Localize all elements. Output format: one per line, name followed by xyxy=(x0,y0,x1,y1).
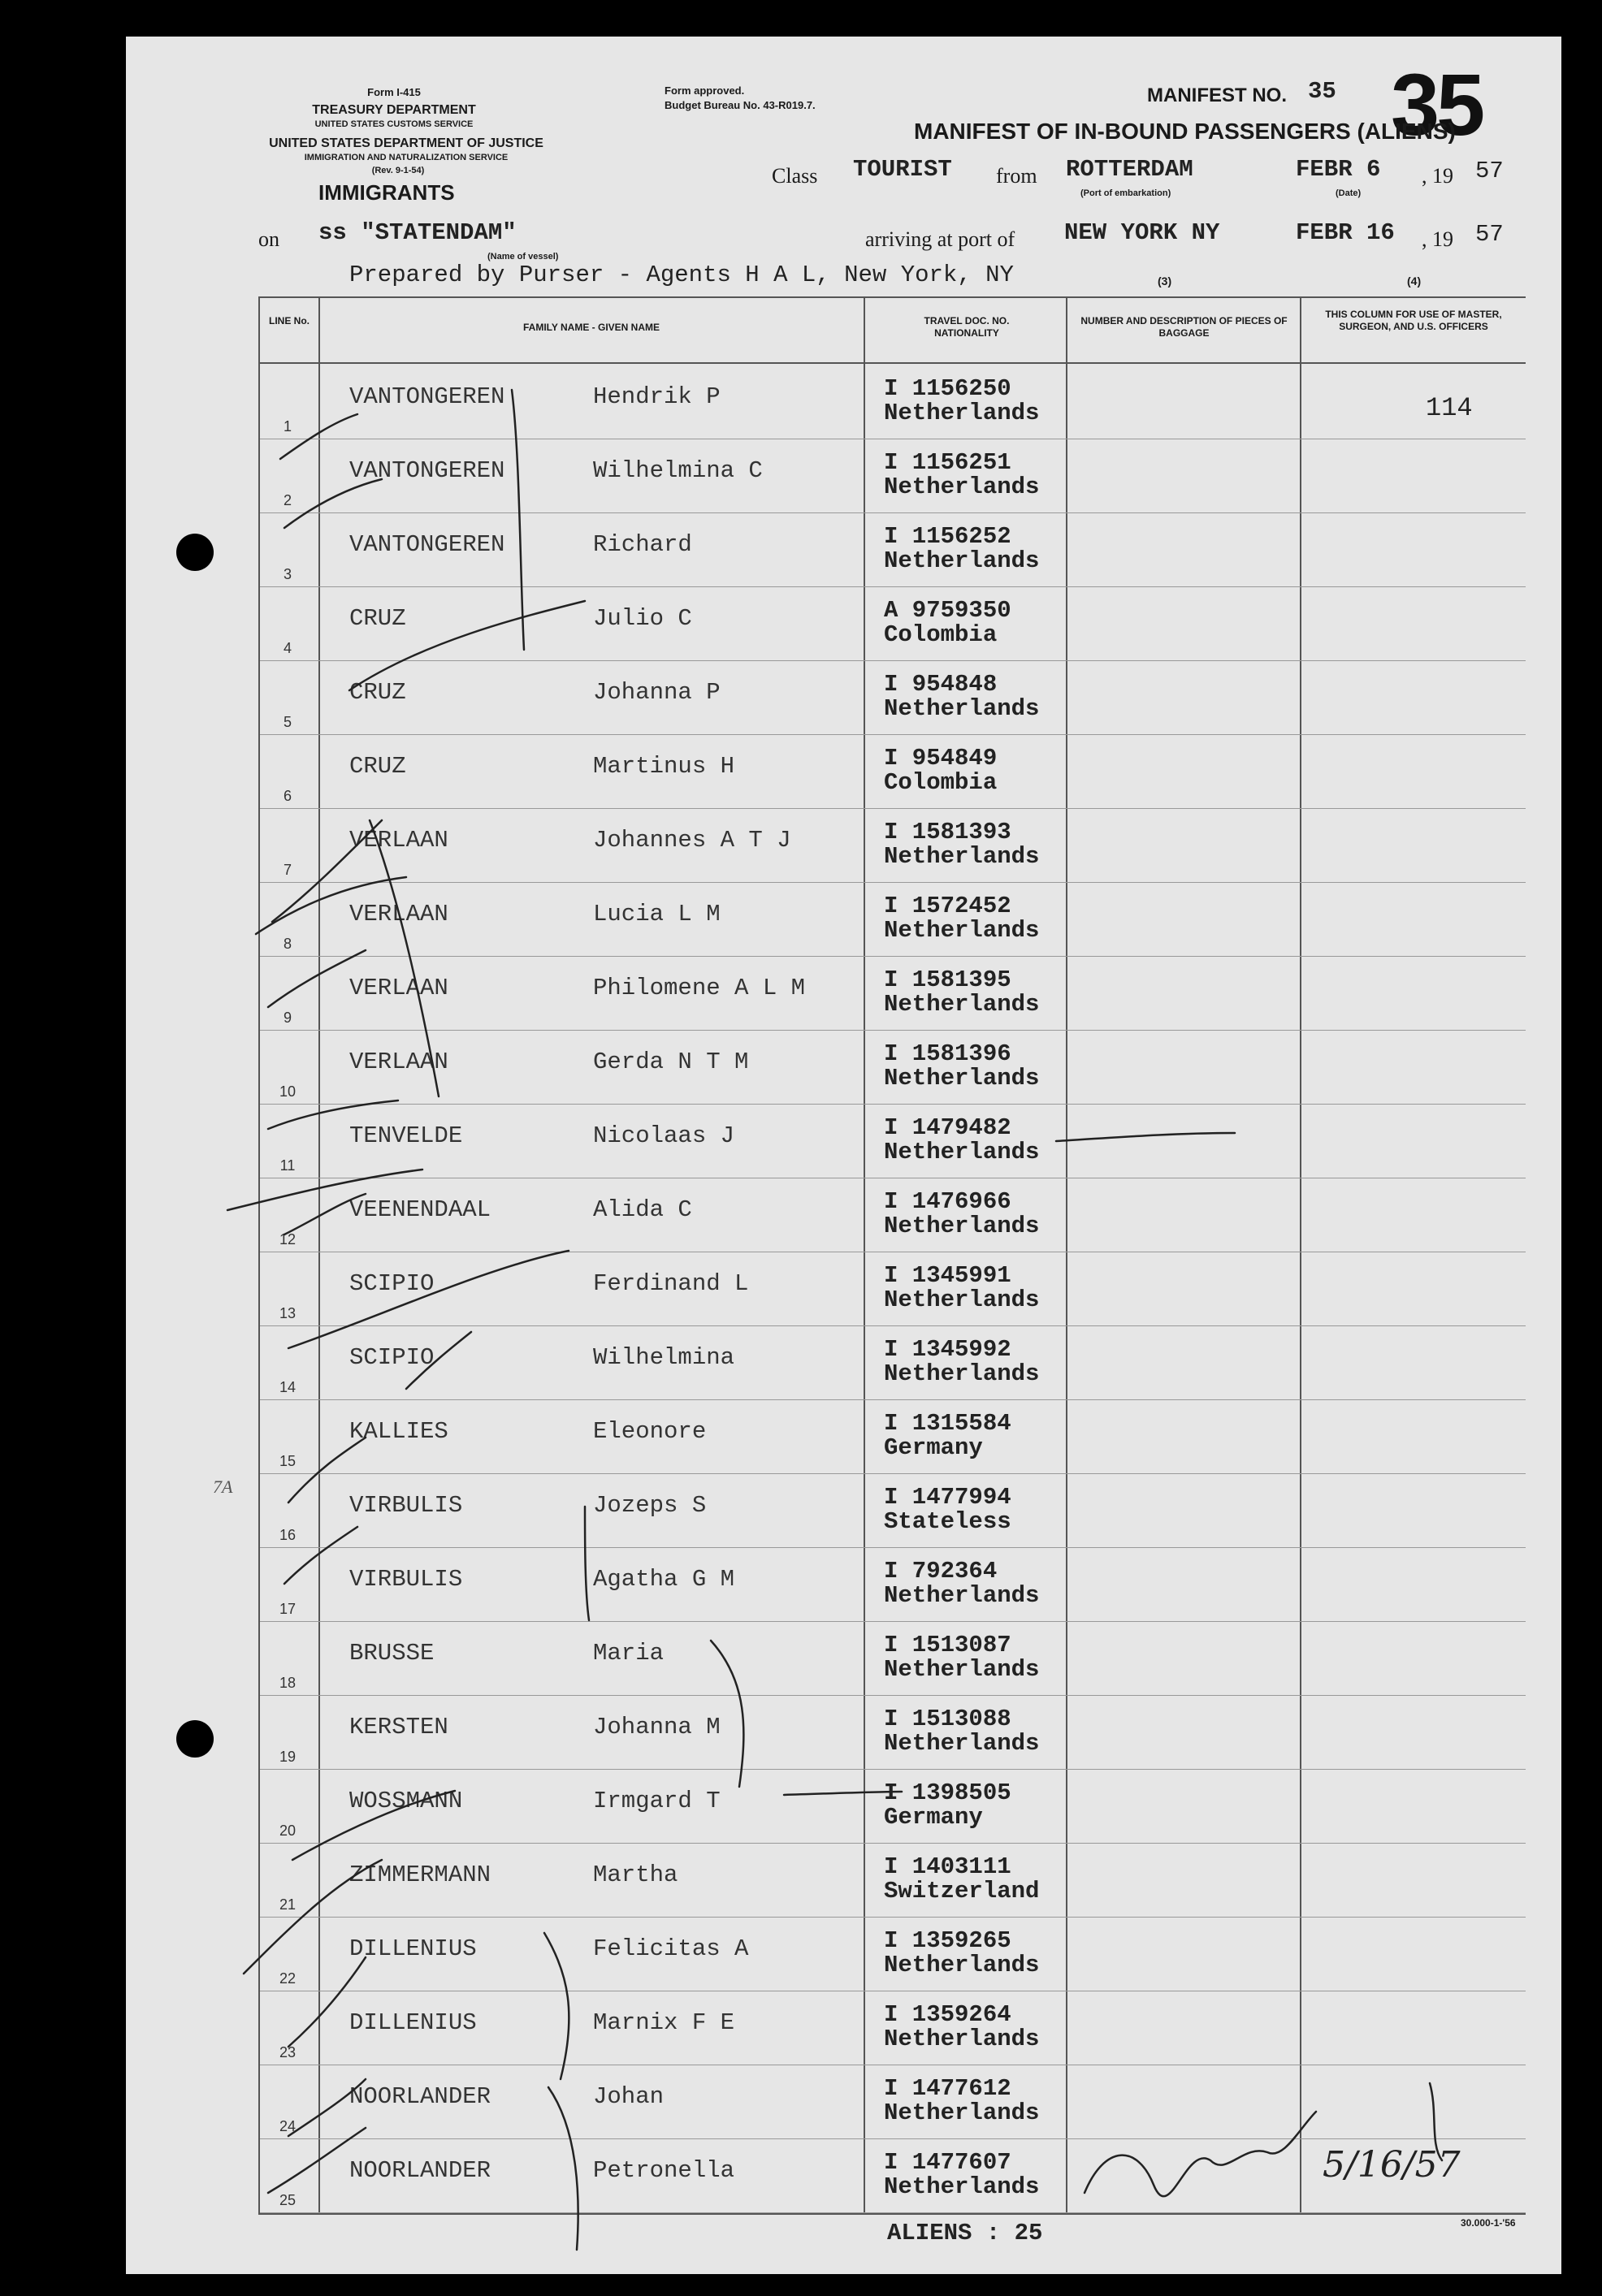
immigrants-label: IMMIGRANTS xyxy=(318,180,455,205)
line-wossmann xyxy=(784,1792,902,1795)
line-number: 20 xyxy=(279,1823,297,1839)
given-name: Ferdinand L xyxy=(593,1270,749,1297)
header-officers: THIS COLUMN FOR USE OF MASTER, SURGEON, AND U.S. OFFICERS xyxy=(1325,309,1502,332)
nationality: Netherlands xyxy=(884,1582,1040,1609)
manifest-no-value: 35 xyxy=(1308,78,1336,105)
department-of-justice: UNITED STATES DEPARTMENT OF JUSTICE xyxy=(269,136,543,150)
check-mark-12 xyxy=(288,1438,366,1503)
given-name: Lucia L M xyxy=(593,901,721,927)
nationality: Netherlands xyxy=(884,1730,1040,1757)
aliens-total: ALIENS : 25 xyxy=(887,2220,1043,2246)
nationality: Netherlands xyxy=(884,1360,1040,1387)
travel-doc-no: I 1581396 xyxy=(884,1040,1011,1067)
nationality: Netherlands xyxy=(884,400,1040,426)
line-number: 23 xyxy=(279,2044,297,2060)
header-baggage: NUMBER AND DESCRIPTION OF PIECES OF BAGGAGE xyxy=(1080,315,1288,339)
check-mark-11 xyxy=(406,1332,471,1389)
nationality: Netherlands xyxy=(884,547,1040,574)
header-name: FAMILY NAME - GIVEN NAME xyxy=(522,322,660,333)
line-number: 8 xyxy=(283,936,292,952)
bracket-virbulis xyxy=(585,1507,589,1620)
bracket-dillenius xyxy=(544,1933,569,2079)
given-name: Martinus H xyxy=(593,753,735,780)
family-name: CRUZ xyxy=(349,753,406,780)
embarkation-date: FEBR 6 xyxy=(1296,156,1381,183)
nationality: Netherlands xyxy=(884,1213,1040,1239)
nationality: Colombia xyxy=(884,621,998,648)
class-value: TOURIST xyxy=(853,156,952,183)
family-name: WOSSMANN xyxy=(349,1788,463,1814)
family-name: VERLAAN xyxy=(349,1049,448,1075)
nationality: Netherlands xyxy=(884,1139,1040,1165)
nationality: Netherlands xyxy=(884,695,1040,722)
arrival-port: NEW YORK NY xyxy=(1064,219,1220,246)
line-number: 19 xyxy=(279,1749,297,1765)
manifest-title: MANIFEST OF IN-BOUND PASSENGERS (ALIENS) xyxy=(914,119,1456,144)
given-name: Petronella xyxy=(593,2157,735,2184)
nationality: Netherlands xyxy=(884,1656,1040,1683)
budget-bureau: Budget Bureau No. 43-R019.7. xyxy=(665,99,816,111)
nationality: Netherlands xyxy=(884,1952,1040,1978)
given-name: Gerda N T M xyxy=(593,1049,749,1075)
signature-date: 5/16/57 xyxy=(1323,2144,1461,2186)
travel-doc-no: I 954849 xyxy=(884,745,998,772)
nationality: Netherlands xyxy=(884,473,1040,500)
line-number: 7 xyxy=(283,862,292,878)
given-name: Wilhelmina C xyxy=(593,457,763,484)
header-travel-doc: TRAVEL DOC. NO. NATIONALITY xyxy=(924,315,1010,339)
port-embark-caption: (Port of embarkation) xyxy=(1080,188,1171,198)
travel-doc-no: I 1398505 xyxy=(884,1779,1011,1806)
family-name: VERLAAN xyxy=(349,827,448,854)
given-name: Alida C xyxy=(593,1196,692,1223)
immigration-service: IMMIGRATION AND NATURALIZATION SERVICE xyxy=(304,153,509,162)
check-mark-5 xyxy=(256,877,406,934)
port-of-embarkation: ROTTERDAM xyxy=(1066,156,1193,183)
nationality: Stateless xyxy=(884,1508,1011,1535)
nationality: Germany xyxy=(884,1804,983,1831)
date-caption: (Date) xyxy=(1336,188,1362,198)
prepared-by: Prepared by Purser - Agents H A L, New York, NY xyxy=(349,262,1014,288)
on-label: on xyxy=(258,227,279,251)
arrival-year-prefix: , 19 xyxy=(1422,227,1453,251)
column-3-mark: (3) xyxy=(1158,275,1172,288)
nationality: Netherlands xyxy=(884,991,1040,1018)
line-number: 10 xyxy=(279,1083,297,1100)
arrival-year: 57 xyxy=(1475,221,1504,248)
family-name: VIRBULIS xyxy=(349,1566,463,1593)
treasury-department: TREASURY DEPARTMENT xyxy=(312,103,476,117)
officer-note: 114 xyxy=(1426,393,1473,423)
column-4-mark: (4) xyxy=(1407,275,1422,288)
family-name: VERLAAN xyxy=(349,975,448,1001)
travel-doc-no: I 1581395 xyxy=(884,966,1011,993)
bracket-brusse xyxy=(711,1641,743,1787)
travel-doc-no: I 1315584 xyxy=(884,1410,1011,1437)
arrival-date: FEBR 16 xyxy=(1296,219,1395,246)
travel-doc-no: I 1513087 xyxy=(884,1632,1011,1658)
nationality: Switzerland xyxy=(884,1878,1040,1905)
travel-doc-no: I 1581393 xyxy=(884,819,1011,845)
given-name: Johan xyxy=(593,2083,665,2110)
family-name: VANTONGEREN xyxy=(349,531,505,558)
line-number: 9 xyxy=(283,1010,292,1026)
form-revision: (Rev. 9-1-54) xyxy=(371,166,425,175)
travel-doc-no: I 954848 xyxy=(884,671,998,698)
embarkation-year: 57 xyxy=(1475,158,1504,184)
line-number: 13 xyxy=(279,1305,297,1321)
travel-doc-no: I 1477612 xyxy=(884,2075,1011,2102)
nationality: Netherlands xyxy=(884,2173,1040,2200)
bracket-vantongeren xyxy=(512,390,524,650)
customs-service: UNITED STATES CUSTOMS SERVICE xyxy=(314,119,474,129)
travel-doc-no: I 1156250 xyxy=(884,375,1011,402)
family-name: CRUZ xyxy=(349,679,406,706)
family-name: KERSTEN xyxy=(349,1714,448,1740)
given-name: Martha xyxy=(593,1861,678,1888)
underline-tenvelde xyxy=(1056,1133,1235,1141)
header-line-no: LINE No. xyxy=(269,315,310,326)
family-name: VEENENDAAL xyxy=(349,1196,491,1223)
vessel-caption: (Name of vessel) xyxy=(487,252,559,262)
line-number: 12 xyxy=(279,1231,297,1247)
check-mark-2 xyxy=(284,479,382,528)
check-mark-13 xyxy=(284,1527,357,1584)
manifest-no-label: MANIFEST NO. xyxy=(1147,84,1287,106)
line-number: 2 xyxy=(283,492,292,508)
travel-doc-no: I 1572452 xyxy=(884,893,1011,919)
family-name: SCIPIO xyxy=(349,1344,435,1371)
check-mark-3 xyxy=(349,601,585,690)
family-name: VERLAAN xyxy=(349,901,448,927)
line-number: 18 xyxy=(279,1675,297,1691)
from-label: from xyxy=(996,164,1037,188)
check-mark-15 xyxy=(244,1860,382,1974)
family-name: ZIMMERMANN xyxy=(349,1861,491,1888)
line-number: 25 xyxy=(279,2192,297,2208)
nationality: Colombia xyxy=(884,769,998,796)
check-mark-16 xyxy=(288,1957,366,2047)
given-name: Marnix F E xyxy=(593,2009,735,2036)
check-mark-18 xyxy=(268,2128,366,2193)
check-mark-17 xyxy=(288,2079,366,2136)
family-name: BRUSSE xyxy=(349,1640,435,1667)
given-name: Philomene A L M xyxy=(593,975,806,1001)
check-mark-8 xyxy=(227,1170,422,1210)
check-mark-4 xyxy=(272,820,382,922)
nationality: Netherlands xyxy=(884,2099,1040,2126)
nationality: Netherlands xyxy=(884,843,1040,870)
line-number: 14 xyxy=(279,1379,297,1395)
given-name: Irmgard T xyxy=(593,1788,721,1814)
travel-doc-no: I 1359265 xyxy=(884,1927,1011,1954)
travel-doc-no: I 1403111 xyxy=(884,1853,1011,1880)
travel-doc-no: I 1477994 xyxy=(884,1484,1011,1511)
given-name: Johannes A T J xyxy=(593,827,791,854)
given-name: Johanna M xyxy=(593,1714,721,1740)
family-name: SCIPIO xyxy=(349,1270,435,1297)
line-number: 11 xyxy=(279,1157,296,1174)
family-name: TENVELDE xyxy=(349,1122,463,1149)
nationality: Netherlands xyxy=(884,2026,1040,2052)
travel-doc-no: I 1476966 xyxy=(884,1188,1011,1215)
arriving-label: arriving at port of xyxy=(865,227,1015,251)
bracket-verlaan xyxy=(370,820,439,1096)
class-label: Class xyxy=(772,164,818,188)
travel-doc-no: I 1156251 xyxy=(884,449,1011,476)
family-name: DILLENIUS xyxy=(349,1935,477,1962)
given-name: Richard xyxy=(593,531,692,558)
manifest-stamp: 35 xyxy=(1391,55,1483,153)
family-name: DILLENIUS xyxy=(349,2009,477,2036)
line-number: 21 xyxy=(279,1896,297,1913)
nationality: Netherlands xyxy=(884,917,1040,944)
form-number: Form I-415 xyxy=(367,86,421,98)
family-name: CRUZ xyxy=(349,605,406,632)
check-mark-1 xyxy=(280,414,357,459)
check-mark-9 xyxy=(284,1194,366,1234)
given-name: Maria xyxy=(593,1640,665,1667)
given-name: Wilhelmina xyxy=(593,1344,735,1371)
travel-doc-no: I 1477607 xyxy=(884,2149,1011,2176)
check-mark-14 xyxy=(292,1791,455,1860)
given-name: Eleonore xyxy=(593,1418,707,1445)
given-name: Julio C xyxy=(593,605,692,632)
footer-code: 30.000-1-'56 xyxy=(1461,2217,1516,2229)
form-approved: Form approved. xyxy=(665,84,745,97)
family-name: NOORLANDER xyxy=(349,2083,491,2110)
check-mark-7 xyxy=(268,1100,398,1129)
bracket-noorlander xyxy=(548,2087,578,2250)
travel-doc-no: I 1513088 xyxy=(884,1706,1011,1732)
nationality: Germany xyxy=(884,1434,983,1461)
given-name: Hendrik P xyxy=(593,383,721,410)
given-name: Johanna P xyxy=(593,679,721,706)
family-name: VIRBULIS xyxy=(349,1492,463,1519)
line-number: 17 xyxy=(279,1601,297,1617)
line-number: 5 xyxy=(283,714,292,730)
line-number: 1 xyxy=(283,418,292,435)
inspector-signature xyxy=(1085,2083,1442,2196)
nationality: Netherlands xyxy=(884,1286,1040,1313)
travel-doc-no: I 1156252 xyxy=(884,523,1011,550)
margin-note: 7A xyxy=(213,1477,233,1497)
travel-doc-no: I 792364 xyxy=(884,1558,998,1585)
family-name: VANTONGEREN xyxy=(349,383,505,410)
embark-year-prefix: , 19 xyxy=(1422,164,1453,188)
line-number: 16 xyxy=(279,1527,297,1543)
line-number: 4 xyxy=(283,640,292,656)
travel-doc-no: I 1345992 xyxy=(884,1336,1011,1363)
check-mark-6 xyxy=(268,950,366,1007)
family-name: VANTONGEREN xyxy=(349,457,505,484)
family-name: KALLIES xyxy=(349,1418,448,1445)
line-number: 3 xyxy=(283,566,292,582)
given-name: Nicolaas J xyxy=(593,1122,735,1149)
family-name: NOORLANDER xyxy=(349,2157,491,2184)
given-name: Agatha G M xyxy=(593,1566,735,1593)
line-number: 22 xyxy=(279,1970,297,1987)
travel-doc-no: I 1359264 xyxy=(884,2001,1011,2028)
line-number: 15 xyxy=(279,1453,297,1469)
line-number: 24 xyxy=(279,2118,297,2134)
nationality: Netherlands xyxy=(884,1065,1040,1092)
given-name: Jozeps S xyxy=(593,1492,707,1519)
line-number: 6 xyxy=(283,788,292,804)
check-mark-10 xyxy=(288,1251,569,1348)
travel-doc-no: A 9759350 xyxy=(884,597,1011,624)
travel-doc-no: I 1479482 xyxy=(884,1114,1011,1141)
given-name: Felicitas A xyxy=(593,1935,749,1962)
travel-doc-no: I 1345991 xyxy=(884,1262,1011,1289)
vessel-name: ss "STATENDAM" xyxy=(318,219,517,246)
